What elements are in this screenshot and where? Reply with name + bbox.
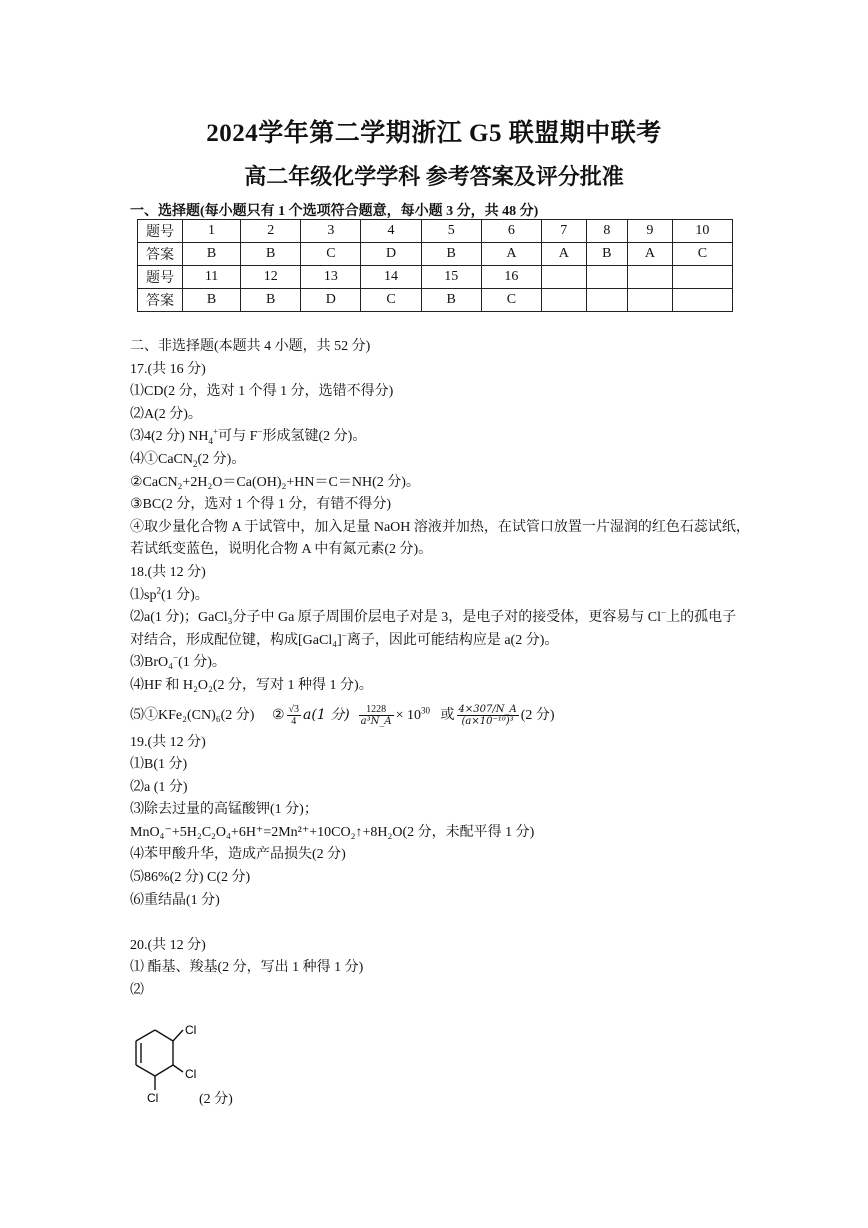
question-number: 16: [481, 266, 541, 289]
q18-heading: 18.(共 12 分): [130, 564, 206, 580]
answer-cell: B: [241, 243, 301, 266]
question-number: 15: [421, 266, 481, 289]
question-number: 6: [481, 220, 541, 243]
q18-text: ⑸①KFe₂(CN)₆(2 分): [130, 707, 255, 723]
question-number: 1: [183, 220, 241, 243]
q17-text: ⑶4(2 分) NH: [130, 429, 209, 445]
table-row: [138, 289, 733, 312]
question-number: 3: [301, 220, 361, 243]
answer-cell: B: [183, 289, 241, 312]
section2-heading: 二、非选择题(本题共 4 小题，共 52 分): [130, 339, 371, 354]
answer-cell: B: [183, 243, 241, 266]
q19-line: MnO₄⁻+5H₂C₂O₄+6H⁺=2Mn²⁺+10CO₂↑+8H₂O(2 分，未配平得 1 分): [130, 824, 535, 840]
answer-cell: [672, 289, 732, 312]
answer-cell: A: [481, 243, 541, 266]
answer-cell: [586, 289, 628, 312]
q17-heading: 17.(共 16 分): [130, 361, 206, 377]
chlorine-label: Cl: [147, 1091, 159, 1105]
question-number: 4: [361, 220, 421, 243]
q18-text: × 10: [395, 707, 422, 723]
q19-heading: 19.(共 12 分): [130, 734, 206, 750]
answer-cell: C: [481, 289, 541, 312]
answer-cell: B: [241, 289, 301, 312]
question-number: 13: [301, 266, 361, 289]
q20-line: ⑴ 酯基、羧基(2 分，写出 1 种得 1 分): [130, 960, 364, 976]
q19-line: ⑸86%(2 分) C(2 分): [130, 870, 251, 886]
table-header-cell: 题号: [138, 220, 183, 243]
q19-line: ⑶除去过量的高锰酸钾(1 分)；: [130, 802, 318, 818]
question-number: 12: [241, 266, 301, 289]
q17-line: ⑷①CaCN$_2$(2 分)。: [130, 451, 246, 469]
q18-text: ⑵a(1 分)；GaCl₃分子中 Ga 原子周围价层电子对是 3，是电子对的接受体，更容易与 Cl: [130, 610, 662, 626]
q17-text: (2 分)。: [197, 451, 246, 467]
answer-cell: [628, 289, 673, 312]
section1-heading: 一、选择题(每小题只有 1 个选项符合题意，每小题 3 分，共 48 分): [130, 204, 539, 219]
question-number: 10: [672, 220, 732, 243]
answer-cell: D: [301, 289, 361, 312]
question-number: [628, 266, 673, 289]
question-number: [586, 266, 628, 289]
q18-line: ⑷HF 和 H₂O₂(2 分，写对 1 种得 1 分)。: [130, 677, 373, 693]
question-number: 11: [183, 266, 241, 289]
answer-cell: D: [361, 243, 421, 266]
q19-line: ⑷苯甲酸升华，造成产品损失(2 分): [130, 847, 346, 863]
exam-title: 2024学年第二学期浙江 G5 联盟期中联考: [206, 120, 662, 147]
answer-cell: A: [541, 243, 586, 266]
q17-text: ⑷①CaCN: [130, 451, 193, 467]
table-row: [138, 243, 733, 266]
q18-text: ②: [271, 707, 285, 723]
q17-line: ⑶4(2 分) $NH_4^+$可与 F−形成氢键(2 分)。: [130, 426, 367, 447]
table-row: [138, 220, 733, 243]
q18-text: 上的孤电子对结合，形成配位键，构成[GaCl₄]: [130, 610, 737, 648]
q18-text: 离子，因此可能结构应是 a(2 分)。: [346, 632, 559, 648]
q20-points: (2 分): [199, 1092, 233, 1107]
table-header-cell: 答案: [138, 243, 183, 266]
q17-line: ③BC(2 分，选对 1 个得 1 分，有错不得分): [130, 497, 392, 513]
q17-text: 可与 F: [218, 429, 258, 445]
question-number: 9: [628, 220, 673, 243]
table-row: [138, 266, 733, 289]
question-number: 8: [586, 220, 628, 243]
question-number: 14: [361, 266, 421, 289]
answer-table: [137, 219, 733, 312]
question-number: [541, 266, 586, 289]
chlorine-label: Cl: [185, 1067, 197, 1081]
q20-heading: 20.(共 12 分): [130, 937, 206, 953]
density-fraction: $\frac{1228}{\text{a³N\_A}}$: [360, 703, 392, 727]
answer-cell: C: [361, 289, 421, 312]
q19-line: ⑴B(1 分): [130, 757, 188, 773]
q17-line: ②CaCN₂+2H₂O＝Ca(OH)₂+HN＝C＝NH(2 分)。: [130, 474, 420, 490]
answer-cell: [541, 289, 586, 312]
answer-body: [130, 336, 750, 1003]
q17-text: 形成氢键(2 分)。: [262, 429, 367, 445]
q17-line: ④取少量化合物 A 于试管中，加入足量 NaOH 溶液并加热，在试管口放置一片湿润的红色石蕊试纸，若试纸变蓝色，说明化合物 A 中有氮元素(2 分)。: [130, 519, 750, 558]
q17-line: ⑴CD(2 分，选对 1 个得 1 分，选错不得分): [130, 384, 394, 400]
table-header-cell: 答案: [138, 289, 183, 312]
question-number: [672, 266, 732, 289]
q19-line: ⑵a (1 分): [130, 779, 188, 795]
q18-text: (1 分)。: [178, 655, 226, 671]
q19-line: ⑹重结晶(1 分): [130, 892, 220, 908]
exam-subtitle: 高二年级化学学科 参考答案及评分批准: [244, 164, 624, 189]
q18-text: (2 分): [520, 707, 555, 723]
q18-line: $⑴sp^2(1$ 分)。: [130, 584, 209, 603]
q18-text: 或: [440, 707, 455, 723]
q18-line: ⑶BrO₄−(1 分)。: [130, 652, 226, 671]
question-number: 5: [421, 220, 481, 243]
spacer: [130, 912, 750, 935]
density-fraction-alt: $\frac{4\times 307/N\_A}{\text{(a×10⁻¹⁰)³}}$: [458, 703, 517, 727]
chlorine-label: Cl: [185, 1023, 197, 1037]
q18-text: ⑶BrO₄: [130, 655, 173, 671]
answer-cell: B: [421, 289, 481, 312]
q18-text: (1 分)。: [160, 587, 209, 603]
answer-cell: A: [628, 243, 673, 266]
table-header-cell: 题号: [138, 266, 183, 289]
answer-cell: C: [672, 243, 732, 266]
question-number: 7: [541, 220, 586, 243]
answer-cell: C: [301, 243, 361, 266]
q20-line: ⑵: [130, 983, 144, 999]
answer-cell: B: [586, 243, 628, 266]
answer-cell: B: [421, 243, 481, 266]
q18-text: a(1 分): [303, 706, 350, 723]
q18-text: ⑴sp: [130, 587, 157, 603]
question-number: 2: [241, 220, 301, 243]
q18-line: ⑵a(1 分)；GaCl₃分子中 Ga 原子周围价层电子对是 3，是电子对的接受体，更容易与 Cl−上的孤电子对结合，形成配位键，构成[GaCl₄]−离子，因此可能结构应是 a(2 分)。: [130, 607, 737, 648]
sqrt3-over-4-fraction: $\frac{√3}{4}$: [288, 703, 300, 727]
q17-line: ⑵A(2 分)。: [130, 406, 202, 422]
q18-line-formula: ⑸①KFe₂(CN)₆(2 分) ② $\frac{√3}{4}$ a(1 分) $\frac{1228}{\text{a³N\_A}}$ × $10^{30}$ 或 $\frac{4\times 307/N\_A}{\text{(a×10⁻¹⁰)³}}$ (2 分): [130, 703, 555, 727]
